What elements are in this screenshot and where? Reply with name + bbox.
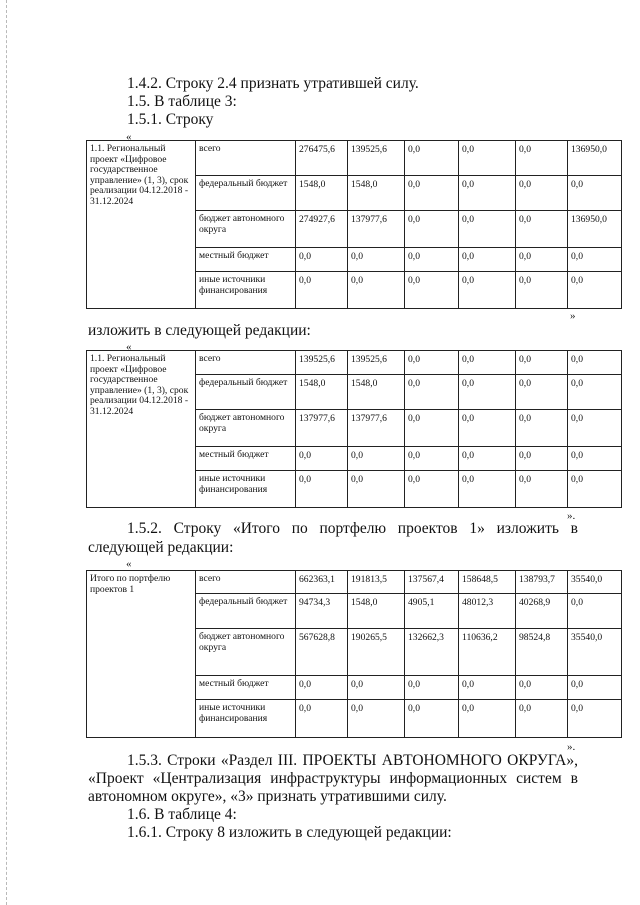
- project-label: 1.1. Региональный проект «Цифровое государственное управление» (1, 3), срок реализации 04.12.2018 - 31.12.2024: [87, 351, 196, 508]
- value-cell: 0,0: [459, 676, 516, 700]
- value-cell: 1548,0: [296, 375, 348, 410]
- source-cell: всего: [196, 351, 296, 375]
- value-cell: 0,0: [516, 375, 568, 410]
- value-cell: 0,0: [516, 176, 568, 211]
- value-cell: 567628,8: [296, 629, 348, 676]
- project-label: 1.1. Региональный проект «Цифровое государственное управление» (1, 3), срок реализации 04.12.2018 - 31.12.2024: [87, 141, 196, 309]
- value-cell: 40268,9: [516, 594, 568, 629]
- value-cell: 0,0: [459, 272, 516, 309]
- value-cell: 0,0: [516, 447, 568, 471]
- value-cell: 137977,6: [348, 211, 405, 248]
- paragraph-1-6-1: 1.6.1. Строку 8 изложить в следующей редакции:: [127, 824, 452, 841]
- source-cell: федеральный бюджет: [196, 176, 296, 211]
- value-cell: 35540,0: [568, 629, 622, 676]
- value-cell: 0,0: [296, 248, 348, 272]
- close-quote-dot: ».: [567, 510, 576, 522]
- value-cell: 0,0: [405, 141, 459, 176]
- value-cell: 0,0: [568, 176, 622, 211]
- value-cell: 0,0: [568, 375, 622, 410]
- value-cell: 0,0: [568, 351, 622, 375]
- value-cell: 0,0: [348, 447, 405, 471]
- value-cell: 0,0: [459, 471, 516, 508]
- value-cell: 94734,3: [296, 594, 348, 629]
- value-cell: 0,0: [405, 447, 459, 471]
- value-cell: 0,0: [516, 272, 568, 309]
- source-cell: всего: [196, 571, 296, 594]
- value-cell: 158648,5: [459, 571, 516, 594]
- open-quote: «: [126, 558, 132, 570]
- value-cell: 0,0: [568, 676, 622, 700]
- value-cell: 0,0: [516, 471, 568, 508]
- value-cell: 35540,0: [568, 571, 622, 594]
- value-cell: 0,0: [348, 700, 405, 738]
- value-cell: 0,0: [568, 410, 622, 447]
- source-cell: местный бюджет: [196, 248, 296, 272]
- value-cell: 0,0: [348, 676, 405, 700]
- value-cell: 0,0: [568, 248, 622, 272]
- value-cell: 0,0: [568, 594, 622, 629]
- value-cell: 0,0: [348, 272, 405, 309]
- value-cell: 0,0: [405, 700, 459, 738]
- value-cell: 0,0: [459, 248, 516, 272]
- paragraph-1-5-3-line1: 1.5.3. Строки «Раздел III. ПРОЕКТЫ АВТОНОМНОГО ОКРУГА»,: [127, 752, 578, 769]
- value-cell: 139525,6: [296, 351, 348, 375]
- value-cell: 0,0: [459, 351, 516, 375]
- value-cell: 139525,6: [348, 351, 405, 375]
- paragraph-1-5: 1.5. В таблице 3:: [127, 93, 237, 110]
- value-cell: 0,0: [405, 211, 459, 248]
- paragraph-1-5-2-line1: 1.5.2. Строку «Итого по портфелю проектов 1» изложить в: [127, 520, 578, 537]
- table-old-row: [86, 140, 622, 309]
- value-cell: 110636,2: [459, 629, 516, 676]
- value-cell: 0,0: [459, 141, 516, 176]
- value-cell: 1548,0: [348, 594, 405, 629]
- value-cell: 0,0: [459, 447, 516, 471]
- value-cell: 0,0: [405, 176, 459, 211]
- value-cell: 0,0: [296, 447, 348, 471]
- source-cell: местный бюджет: [196, 447, 296, 471]
- paragraph-1-5-3-line2: «Проект «Централизация инфраструктуры информационных систем в: [88, 770, 578, 787]
- value-cell: 274927,6: [296, 211, 348, 248]
- value-cell: 0,0: [568, 272, 622, 309]
- value-cell: 0,0: [568, 471, 622, 508]
- value-cell: 136950,0: [568, 141, 622, 176]
- value-cell: 0,0: [296, 676, 348, 700]
- close-quote-dot: ».: [567, 741, 576, 753]
- value-cell: 0,0: [459, 375, 516, 410]
- value-cell: 0,0: [459, 410, 516, 447]
- paragraph-1-5-2-line2: следующей редакции:: [88, 539, 234, 556]
- value-cell: 139525,6: [348, 141, 405, 176]
- value-cell: 4905,1: [405, 594, 459, 629]
- table-total-row: [86, 570, 622, 738]
- value-cell: 0,0: [405, 375, 459, 410]
- value-cell: 0,0: [516, 141, 568, 176]
- table-row: [87, 571, 622, 594]
- source-cell: бюджет автономного округа: [196, 211, 296, 248]
- value-cell: 137567,4: [405, 571, 459, 594]
- value-cell: 137977,6: [348, 410, 405, 447]
- value-cell: 1548,0: [348, 176, 405, 211]
- binding-margin-line: [6, 0, 7, 905]
- total-label: Итого по портфелю проектов 1: [87, 571, 196, 738]
- value-cell: 0,0: [296, 471, 348, 508]
- value-cell: 0,0: [348, 471, 405, 508]
- value-cell: 1548,0: [348, 375, 405, 410]
- table-new-row: [86, 350, 622, 508]
- source-cell: федеральный бюджет: [196, 375, 296, 410]
- value-cell: 132662,3: [405, 629, 459, 676]
- value-cell: 0,0: [516, 700, 568, 738]
- source-cell: иные источники финансирования: [196, 471, 296, 508]
- value-cell: 0,0: [459, 176, 516, 211]
- paragraph-1-5-1: 1.5.1. Строку: [127, 111, 214, 128]
- table-row: [87, 351, 622, 375]
- value-cell: 0,0: [405, 272, 459, 309]
- paragraph-1-5-3-line3: автономном округе», «3» признать утратившими силу.: [88, 788, 447, 805]
- value-cell: 0,0: [568, 447, 622, 471]
- source-cell: местный бюджет: [196, 676, 296, 700]
- value-cell: 0,0: [296, 272, 348, 309]
- paragraph-1-6: 1.6. В таблице 4:: [127, 806, 237, 823]
- value-cell: 662363,1: [296, 571, 348, 594]
- value-cell: 0,0: [348, 248, 405, 272]
- value-cell: 0,0: [516, 676, 568, 700]
- value-cell: 0,0: [405, 676, 459, 700]
- value-cell: 0,0: [516, 211, 568, 248]
- value-cell: 48012,3: [459, 594, 516, 629]
- value-cell: 0,0: [459, 700, 516, 738]
- value-cell: 0,0: [516, 248, 568, 272]
- value-cell: 0,0: [459, 211, 516, 248]
- value-cell: 276475,6: [296, 141, 348, 176]
- value-cell: 137977,6: [296, 410, 348, 447]
- source-cell: федеральный бюджет: [196, 594, 296, 629]
- source-cell: иные источники финансирования: [196, 272, 296, 309]
- value-cell: 0,0: [296, 700, 348, 738]
- value-cell: 190265,5: [348, 629, 405, 676]
- value-cell: 0,0: [568, 700, 622, 738]
- open-quote: «: [126, 131, 132, 143]
- value-cell: 0,0: [405, 248, 459, 272]
- value-cell: 191813,5: [348, 571, 405, 594]
- paragraph-izlozhit: изложить в следующей редакции:: [88, 322, 311, 339]
- source-cell: иные источники финансирования: [196, 700, 296, 738]
- value-cell: 136950,0: [568, 211, 622, 248]
- value-cell: 0,0: [405, 351, 459, 375]
- value-cell: 0,0: [516, 410, 568, 447]
- source-cell: бюджет автономного округа: [196, 629, 296, 676]
- close-quote: »: [570, 310, 576, 322]
- open-quote: «: [126, 341, 132, 353]
- table-row: [87, 141, 622, 176]
- value-cell: 0,0: [405, 471, 459, 508]
- value-cell: 138793,7: [516, 571, 568, 594]
- source-cell: бюджет автономного округа: [196, 410, 296, 447]
- value-cell: 0,0: [405, 410, 459, 447]
- value-cell: 98524,8: [516, 629, 568, 676]
- source-cell: всего: [196, 141, 296, 176]
- paragraph-1-4-2: 1.4.2. Строку 2.4 признать утратившей силу.: [127, 75, 419, 92]
- value-cell: 0,0: [516, 351, 568, 375]
- value-cell: 1548,0: [296, 176, 348, 211]
